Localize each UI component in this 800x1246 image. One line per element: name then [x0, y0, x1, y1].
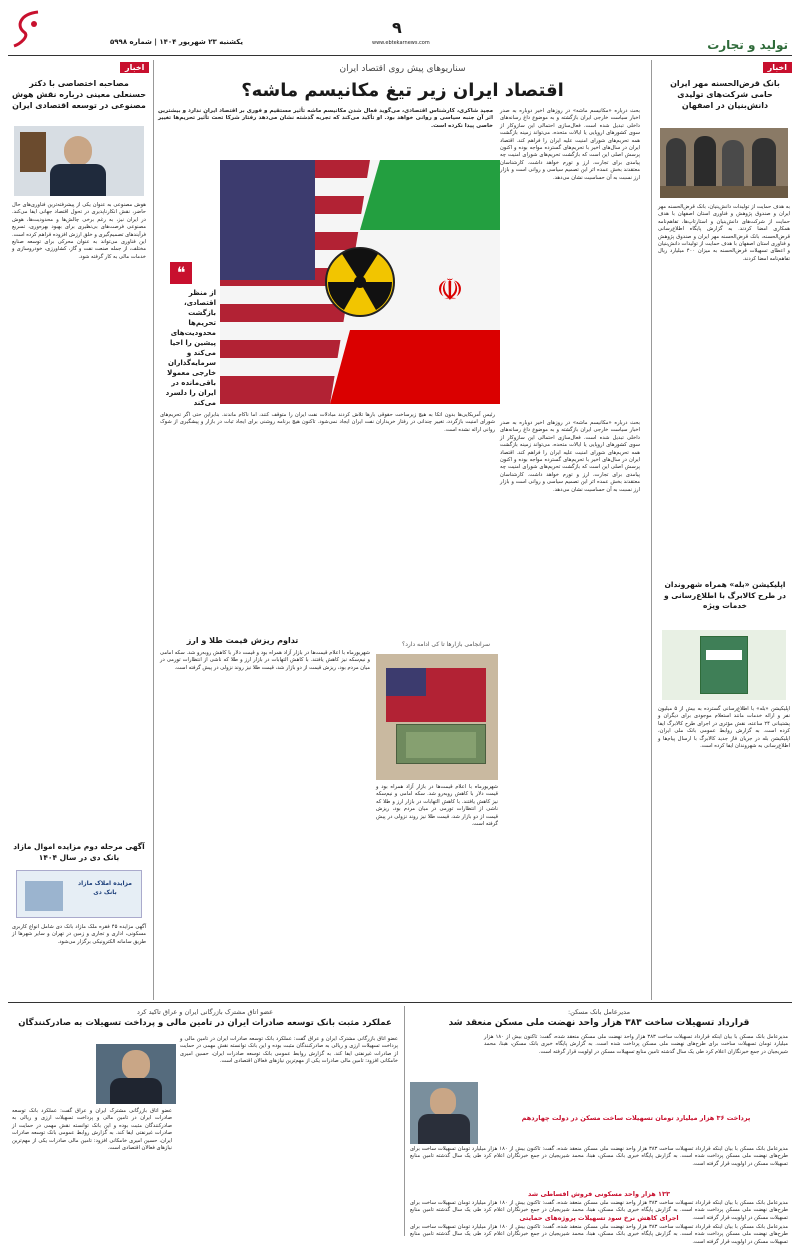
left-news-title: مصاحبه اختصاصی با دکتر حسنعلی معینی درباره نقش هوش مصنوعی در توسعه اقتصادی ایران: [12, 79, 146, 110]
bottom-right-body-3: مدیرعامل بانک مسکن با بیان اینکه قرارداد تسهیلات ساخت ۳۸۳ هزار واحد نهضت ملی مسکن منعقد شده، گفت: تاکنون بیش از ۱۸۰ هزار میلیارد تومان تسهیلات ساخت برای طرح‌های نهضت ملی مسکن پرداخت شده است. به گزارش پایگاه خبری بانک مسکن، هبنا، محمد شیریجیان در جمع خبرنگاران اعلام کرد طی یک سال گذشته تامین منابع تسهیلات مسکن در اولویت قرار گرفته است.: [410, 1200, 789, 1221]
left-news-body: هوش مصنوعی به عنوان یکی از پیشرفته‌ترین فناوری‌های حال حاضر، نقش انکارناپذیری در تحول اقتصاد جهانی ایفا می‌کند. در ایران نیز، به رغم برخی چالش‌ها و محدودیت‌ها، هوش مصنوعی فرصت‌های بی‌نظیری برای بهبود بهره‌وری، تسریع فرآیندهای تصمیم‌گیری و خلق ارزش افزوده فراهم کرده است. این فناوری می‌تواند به عنوان محرکی برای توسعه صنایع مختلف، از جمله صنعت نفت و گاز، کشاورزی، خودروسازی و خدمات مالی به کار گرفته شود.: [12, 202, 146, 260]
bottom-left-body: عضو اتاق بازرگانی مشترک ایران و عراق گفت: عملکرد بانک توسعه صادرات ایران در تامین مالی و پرداخت تسهیلات ارزی و ریالی به صادرکنندگان مثبت بوده و این بانک توانسته نقش مهمی در حمایت از صادرات غیرنفتی ایفا کند. به گزارش روابط عمومی بانک توسعه صادرات ایران، حسین امیری خامکانی افزود: تامین مالی صادرات یکی از مهم‌ترین نیازهای فعالان اقتصادی است.: [180, 1036, 398, 1065]
main-body-col2: رئیس آمریکایی‌ها بدون اتکا به هیچ زیرساخت حقوقی بارها تلاش کردند مبادلات نفت ایران را متوقف کنند، اما ناکام ماندند. بنابراین حتی اگر تحریم‌های شورای امنیت بازگردد، تغییر چندانی در رفتار خریداران نفت ایران ایجاد نمی‌شود. تاکنون هیچ برنامه روشنی برای ایجاد ثبات در بازار و پیشگیری از شوک روانی ارائه نشده است.: [160, 412, 495, 433]
brand-logo-icon: [10, 6, 44, 50]
ad-image: [16, 870, 142, 918]
site-url: www.ebtekarnews.com: [372, 40, 430, 46]
bale-news-photo: [662, 630, 786, 700]
currency-body-2: شهریورماه با اعلام قیمت‌ها در بازار آزاد همراه بود و قیمت دلار با کاهش روبه‌رو شد. سکه امامی و نیم‌سکه نیز کاهش یافتند. با کاهش التهابات در بازار ارز و طلا که ناشی از انتظارات تورمی در میان مردم بود، ریزش قیمت از دو بازار شد، قیمت طلا نیز روند نزولی در پیش گرفته است.: [376, 784, 498, 828]
bottom-left-body-2: عضو اتاق بازرگانی مشترک ایران و عراق گفت: عملکرد بانک توسعه صادرات ایران در تامین مالی و پرداخت تسهیلات ارزی و ریالی به صادرکنندگان مثبت بوده و این بانک توانسته نقش مهمی در حمایت از صادرات غیرنفتی ایفا کند. به گزارش روابط عمومی بانک توسعه صادرات ایران، حسین امیری خامکانی افزود: تامین مالی صادرات یکی از مهم‌ترین نیازهای فعالان اقتصادی است.: [12, 1108, 172, 1152]
page-number: ۹: [392, 18, 402, 37]
right-news-title: بانک قرض‌الحسنه مهر ایران حامی شرکت‌های تولیدی دانش‌بنیان در اصفهان: [670, 79, 780, 110]
bottom-left-title: عملکرد مثبت بانک توسعه صادرات ایران در تامین مالی و پرداخت تسهیلات به صادرکنندگان: [18, 1018, 392, 1028]
right-news-label: اخبار: [763, 62, 792, 73]
nuclear-symbol-icon: [326, 248, 394, 316]
currency-body: شهریورماه با اعلام قیمت‌ها در بازار آزاد همراه بود و قیمت دلار با کاهش روبه‌رو شد. سکه امامی و نیم‌سکه نیز کاهش یافتند. با کاهش التهابات در بازار ارز و طلا که ناشی از انتظارات تورمی در میان مردم بود، ریزش قیمت از دو بازار شد، قیمت طلا نیز روند نزولی در پیش گرفته است.: [160, 650, 370, 671]
left-news-label: اخبار: [120, 62, 149, 73]
bottom-right-body: مدیرعامل بانک مسکن با بیان اینکه قرارداد تسهیلات ساخت ۳۸۳ هزار واحد نهضت ملی مسکن منعقد شده، گفت: تاکنون بیش از ۱۸۰ هزار میلیارد تومان تسهیلات ساخت برای طرح‌های نهضت ملی مسکن پرداخت شده است. به گزارش پایگاه خبری بانک مسکن، هبنا، محمد شیریجیان در جمع خبرنگاران اعلام کرد طی یک سال گذشته تامین منابع تسهیلات مسکن در اولویت قرار گرفته است.: [484, 1034, 789, 1055]
bank-ceo-photo: [410, 1082, 478, 1144]
main-body-col1: بحث درباره «مکانیسم ماشه» در روزهای اخیر دوباره به صدر اخبار سیاست خارجی ایران بازگشته و به موضوع داغ رسانه‌های داخلی تبدیل شده است. فعال‌سازی احتمالی این سازوکار از سوی کشورهای اروپایی یا ایالات متحده، می‌تواند زمینه بازگشت همه تحریم‌های شورای امنیت علیه ایران را فراهم کند. اقتصاد ایران در سال‌های اخیر با تحریم‌های گسترده مواجه بوده و اکنون پرسش اصلی این است که بازگشت تحریم‌های شورای امنیت چه پیامدی برای تجارت، ارز و تورم خواهد داشت. کارشناسان معتقدند بخش عمده اثر این تصمیم سیاسی و روانی است و بازار ارز نسبت به آن حساسیت نشان می‌دهد.: [500, 108, 640, 181]
main-body-col3: بحث درباره «مکانیسم ماشه» در روزهای اخیر دوباره به صدر اخبار سیاست خارجی ایران بازگشته و به موضوع داغ رسانه‌های داخلی تبدیل شده است. فعال‌سازی احتمالی این سازوکار از سوی کشورهای اروپایی یا ایالات متحده، می‌تواند زمینه بازگشت همه تحریم‌های شورای امنیت علیه ایران را فراهم کند. اقتصاد ایران در سال‌های اخیر با تحریم‌های گسترده مواجه بوده و اکنون پرسش اصلی این است که بازگشت تحریم‌های شورای امنیت چه پیامدی برای تجارت، ارز و تورم خواهد داشت. کارشناسان معتقدند بخش عمده اثر این تصمیم سیاسی و روانی است و بازار ارز نسبت به آن حساسیت نشان می‌دهد.: [500, 420, 640, 493]
bottom-right-red-2: ۱۳۳ هزار واحد مسکونی فروش اقساطی شد: [528, 1190, 670, 1198]
bottom-right-title: قرارداد تسهیلات ساخت ۳۸۳ هزار واحد نهضت ملی مسکن منعقد شد: [448, 1018, 750, 1028]
bale-news-title: اپلیکیشن «بله» همراه شهروندان در طرح کالابرگ با اطلاع‌رسانی و خدمات ویژه: [664, 580, 786, 610]
main-title: اقتصاد ایران زیر تیغ مکانیسم ماشه؟: [241, 80, 564, 101]
ad-title: آگهی مرحله دوم مزایده اموال مازاد بانک دی در سال ۱۴۰۴: [13, 842, 145, 862]
right-news-body: به هدف حمایت از تولیدات دانش‌بنیان، بانک قرض‌الحسنه مهر ایران و صندوق پژوهش و فناوری استان اصفهان با هدف حمایت از شرکت‌های دانش‌بنیان و استارتاپ‌ها، تفاهم‌نامه همکاری امضا کردند. به گزارش پایگاه اطلاع‌رسانی قرض‌الحسنه، بانک قرض‌الحسنه مهر ایران و صندوق پژوهش و فناوری استان اصفهان با هدف حمایت از تولیدات دانش‌بنیان و اعطای تسهیلات قرض‌الحسنه به میزان ۴۰۰ میلیارد ریال تفاهم‌نامه امضا کردند.: [658, 204, 791, 262]
bottom-right-kicker: مدیرعامل بانک مسکن:: [567, 1008, 631, 1016]
ad-image-text: مزایده املاک مازاد بانک دی: [78, 880, 132, 896]
issue-info: یکشنبه ۲۳ شهریور ۱۴۰۴ | شماره ۵۹۹۸: [110, 38, 243, 46]
masthead: [0, 0, 800, 58]
gold-currency-subhead: تداوم ریزش قیمت طلا و ارز: [186, 636, 299, 645]
section-title: تولید و تجارت: [707, 38, 788, 52]
pull-quote-mark: ❝: [170, 262, 192, 284]
main-photo: [220, 160, 500, 404]
interviewee-photo: [14, 126, 144, 196]
currency-photo: [376, 654, 498, 780]
right-news-photo: [660, 128, 788, 198]
pull-quote: از منظر اقتصادی، بازگشت تحریم‌ها محدودیت‌های پیشین را احیا می‌کند و سرمایه‌گذاران خارجی معمولا باقی‌مانده در ایران را دلسرد می‌کند: [165, 289, 216, 407]
bottom-right-body-4: مدیرعامل بانک مسکن با بیان اینکه قرارداد تسهیلات ساخت ۳۸۳ هزار واحد نهضت ملی مسکن منعقد شده، گفت: تاکنون بیش از ۱۸۰ هزار میلیارد تومان تسهیلات ساخت برای طرح‌های نهضت ملی مسکن پرداخت شده است. به گزارش پایگاه خبری بانک مسکن، هبنا، محمد شیریجیان در جمع خبرنگاران اعلام کرد طی یک سال گذشته تامین منابع تسهیلات مسکن در اولویت قرار گرفته است.: [410, 1224, 789, 1245]
bottom-left-photo: [96, 1044, 176, 1104]
bottom-left-kicker: عضو اتاق مشترک بازرگانی ایران و عراق تاکید کرد: [136, 1008, 274, 1016]
svg-text:☫: ☫: [436, 273, 464, 308]
bottom-right-body-2: مدیرعامل بانک مسکن با بیان اینکه قرارداد تسهیلات ساخت ۳۸۳ هزار واحد نهضت ملی مسکن منعقد شده، گفت: تاکنون بیش از ۱۸۰ هزار میلیارد تومان تسهیلات ساخت برای طرح‌های نهضت ملی مسکن پرداخت شده است. به گزارش پایگاه خبری بانک مسکن، هبنا، محمد شیریجیان در جمع خبرنگاران اعلام کرد طی یک سال گذشته تامین منابع تسهیلات مسکن در اولویت قرار گرفته است.: [410, 1146, 789, 1167]
photo2-caption: سرانجامی بازارها تا کی ادامه دارد؟: [402, 641, 490, 648]
main-lead: مجید شاکری، کارشناس اقتصادی، می‌گوید فعال شدن مکانیسم ماشه تأثیر مستقیم و فوری بر اقتصاد ایران ندارد و بیشترین اثر آن جنبه سیاسی و روانی خواهد بود. او تأکید می‌کند که تجربه گذشته نشان می‌دهد رفتار شرکا تحت تأثیر تحریم‌ها تغییر خاصی پیدا نکرده است.: [158, 108, 493, 129]
bottom-right-red-3: اجرای کاهش نرخ سود تسهیلات پروژه‌های حمایتی: [519, 1214, 679, 1222]
ad-body: آگهی مزایده ۴۵ فقره ملک مازاد بانک دی شامل انواع کاربری مسکونی، اداری و تجاری و زمین در تهران و سایر شهرها از طریق سامانه الکترونیکی برگزار می‌شود.: [12, 924, 146, 945]
main-kicker: سناریوهای پیش روی اقتصاد ایران: [339, 64, 466, 74]
bottom-right-red-1: پرداخت ۳۶ هزار میلیارد تومان تسهیلات ساخت مسکن در دولت چهاردهم: [521, 1114, 751, 1122]
bale-news-body: اپلیکیشن «بله» با اطلاع‌رسانی گسترده به بیش از ۵ میلیون نفر و ارائه خدمات مانند استعلام موجودی برای دیگران و پشتیبانی ۲۴ ساعته، نقش مؤثری در اجرای طرح کالابرگ ایفا کرده است. به گزارش روابط عمومی بانک ملی ایران، اپلیکیشن بله در جریان فاز جدید کالابرگ با ارسال پیام‌ها و اطلاع‌رسانی به شهروندان ایفا کرده است.: [658, 706, 791, 750]
